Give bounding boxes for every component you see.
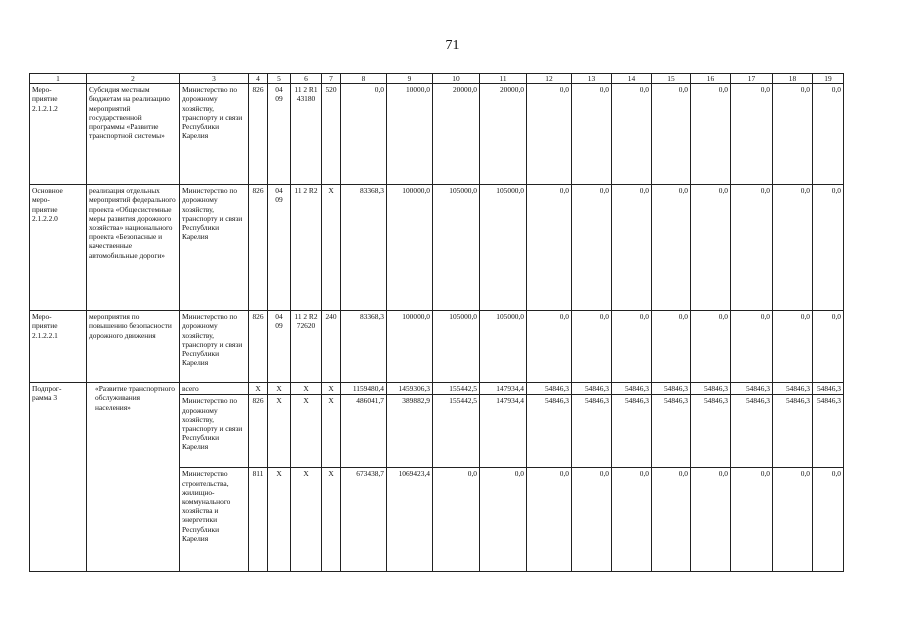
value-cell: 54846,3 [691, 395, 731, 468]
value-cell: 100000,0 [387, 311, 433, 383]
value-cell: 0,0 [773, 311, 813, 383]
value-cell: 0,0 [527, 311, 572, 383]
value-cell: 155442,5 [433, 383, 480, 395]
column-header: 19 [813, 74, 844, 84]
column-header: 15 [652, 74, 691, 84]
value-cell: 54846,3 [612, 383, 652, 395]
value-cell: 673438,7 [341, 468, 387, 572]
value-cell: 1069423,4 [387, 468, 433, 572]
row-rzpr: 04 09 [268, 84, 291, 185]
column-header: 17 [731, 74, 773, 84]
total-col7: Х [322, 383, 341, 395]
value-cell: 0,0 [691, 468, 731, 572]
table-row [30, 311, 844, 383]
value-cell: 10000,0 [387, 84, 433, 185]
value-cell: 0,0 [731, 84, 773, 185]
row-grbs: 826 [249, 84, 268, 185]
value-cell: 54846,3 [813, 383, 844, 395]
subprogram-code: Подпрог- рамма 3 [30, 383, 87, 572]
value-cell: 1459306,3 [387, 383, 433, 395]
column-header: 5 [268, 74, 291, 84]
row-vr: 240 [322, 311, 341, 383]
header-row [30, 74, 844, 84]
row-code: Меро- приятие 2.1.2.1.2 [30, 84, 87, 185]
column-header: 14 [612, 74, 652, 84]
value-cell: 0,0 [691, 84, 731, 185]
value-cell: 0,0 [731, 468, 773, 572]
value-cell: 0,0 [813, 84, 844, 185]
row-name: реализация отдельных мероприятий федерального проекта «Общесистемные меры развития дорожного хозяйства» национального проекта «Безопасные и качественные автомобильные дороги» [87, 185, 180, 311]
column-header: 3 [180, 74, 249, 84]
value-cell: 0,0 [572, 84, 612, 185]
row-csr: 11 2 R2 [291, 185, 322, 311]
column-header: 8 [341, 74, 387, 84]
row-rzpr: Х [268, 395, 291, 468]
row-grbs: 811 [249, 468, 268, 572]
value-cell: 0,0 [480, 468, 527, 572]
value-cell: 147934,4 [480, 383, 527, 395]
row-vr: 520 [322, 84, 341, 185]
total-col6: Х [291, 383, 322, 395]
column-header: 1 [30, 74, 87, 84]
value-cell: 54846,3 [527, 395, 572, 468]
row-csr: Х [291, 395, 322, 468]
value-cell: 20000,0 [433, 84, 480, 185]
column-header: 9 [387, 74, 433, 84]
value-cell: 83368,3 [341, 311, 387, 383]
column-header: 13 [572, 74, 612, 84]
value-cell: 0,0 [527, 185, 572, 311]
value-cell: 54846,3 [527, 383, 572, 395]
value-cell: 0,0 [612, 185, 652, 311]
row-executor: Министерство по дорожному хозяйству, транспорту и связи Республики Карелия [180, 84, 249, 185]
column-header: 12 [527, 74, 572, 84]
column-header: 11 [480, 74, 527, 84]
subprogram-name: «Развитие транспортного обслуживания населения» [87, 383, 180, 572]
subprogram-total-row [30, 383, 844, 395]
value-cell: 0,0 [731, 185, 773, 311]
value-cell: 486041,7 [341, 395, 387, 468]
value-cell: 0,0 [813, 185, 844, 311]
value-cell: 0,0 [527, 468, 572, 572]
row-executor: Министерство строительства, жилищно-коммунального хозяйства и энергетики Республики Карелия [180, 468, 249, 572]
value-cell: 105000,0 [480, 311, 527, 383]
value-cell: 0,0 [691, 185, 731, 311]
value-cell: 0,0 [527, 84, 572, 185]
table-row [30, 185, 844, 311]
value-cell: 0,0 [691, 311, 731, 383]
value-cell: 147934,4 [480, 395, 527, 468]
row-rzpr: Х [268, 468, 291, 572]
value-cell: 155442,5 [433, 395, 480, 468]
table-row [30, 84, 844, 185]
row-csr: 11 2 R2 72620 [291, 311, 322, 383]
value-cell: 389882,9 [387, 395, 433, 468]
row-vr: Х [322, 185, 341, 311]
value-cell: 0,0 [813, 468, 844, 572]
value-cell: 0,0 [731, 311, 773, 383]
value-cell: 0,0 [652, 468, 691, 572]
row-code: Основное меро- приятие 2.1.2.2.0 [30, 185, 87, 311]
value-cell: 0,0 [433, 468, 480, 572]
column-header: 7 [322, 74, 341, 84]
value-cell: 0,0 [612, 468, 652, 572]
value-cell: 0,0 [773, 84, 813, 185]
total-col5: Х [268, 383, 291, 395]
value-cell: 54846,3 [572, 383, 612, 395]
row-rzpr: 04 09 [268, 185, 291, 311]
value-cell: 100000,0 [387, 185, 433, 311]
value-cell: 0,0 [572, 468, 612, 572]
row-vr: Х [322, 395, 341, 468]
column-header: 2 [87, 74, 180, 84]
total-col3: всего [180, 383, 249, 395]
row-grbs: 826 [249, 395, 268, 468]
value-cell: 54846,3 [691, 383, 731, 395]
value-cell: 0,0 [612, 311, 652, 383]
value-cell: 54846,3 [652, 383, 691, 395]
row-executor: Министерство по дорожному хозяйству, транспорту и связи Республики Карелия [180, 395, 249, 468]
value-cell: 0,0 [813, 311, 844, 383]
value-cell: 1159480,4 [341, 383, 387, 395]
row-vr: Х [322, 468, 341, 572]
value-cell: 54846,3 [612, 395, 652, 468]
row-name: мероприятия по повышению безопасности дорожного движения [87, 311, 180, 383]
total-col4: Х [249, 383, 268, 395]
value-cell: 0,0 [773, 468, 813, 572]
value-cell: 54846,3 [773, 395, 813, 468]
value-cell: 0,0 [612, 84, 652, 185]
row-csr: Х [291, 468, 322, 572]
row-grbs: 826 [249, 311, 268, 383]
row-code: Меро- приятие 2.1.2.2.1 [30, 311, 87, 383]
value-cell: 0,0 [652, 84, 691, 185]
column-header: 16 [691, 74, 731, 84]
value-cell: 105000,0 [433, 185, 480, 311]
page-number: 71 [445, 38, 460, 53]
value-cell: 20000,0 [480, 84, 527, 185]
value-cell: 105000,0 [433, 311, 480, 383]
row-executor: Министерство по дорожному хозяйству, транспорту и связи Республики Карелия [180, 311, 249, 383]
value-cell: 54846,3 [731, 383, 773, 395]
column-header: 4 [249, 74, 268, 84]
column-header: 6 [291, 74, 322, 84]
column-header: 10 [433, 74, 480, 84]
row-csr: 11 2 R1 43180 [291, 84, 322, 185]
value-cell: 0,0 [341, 84, 387, 185]
value-cell: 54846,3 [572, 395, 612, 468]
value-cell: 54846,3 [773, 383, 813, 395]
value-cell: 0,0 [652, 185, 691, 311]
column-header: 18 [773, 74, 813, 84]
budget-table [29, 73, 844, 572]
value-cell: 54846,3 [731, 395, 773, 468]
value-cell: 0,0 [572, 311, 612, 383]
value-cell: 105000,0 [480, 185, 527, 311]
value-cell: 54846,3 [652, 395, 691, 468]
value-cell: 0,0 [652, 311, 691, 383]
row-executor: Министерство по дорожному хозяйству, транспорту и связи Республики Карелия [180, 185, 249, 311]
row-rzpr: 04 09 [268, 311, 291, 383]
value-cell: 0,0 [572, 185, 612, 311]
value-cell: 0,0 [773, 185, 813, 311]
value-cell: 83368,3 [341, 185, 387, 311]
row-name: Субсидия местным бюджетам на реализацию мероприятий государственной программы «Развитие транспортной системы» [87, 84, 180, 185]
value-cell: 54846,3 [813, 395, 844, 468]
row-grbs: 826 [249, 185, 268, 311]
